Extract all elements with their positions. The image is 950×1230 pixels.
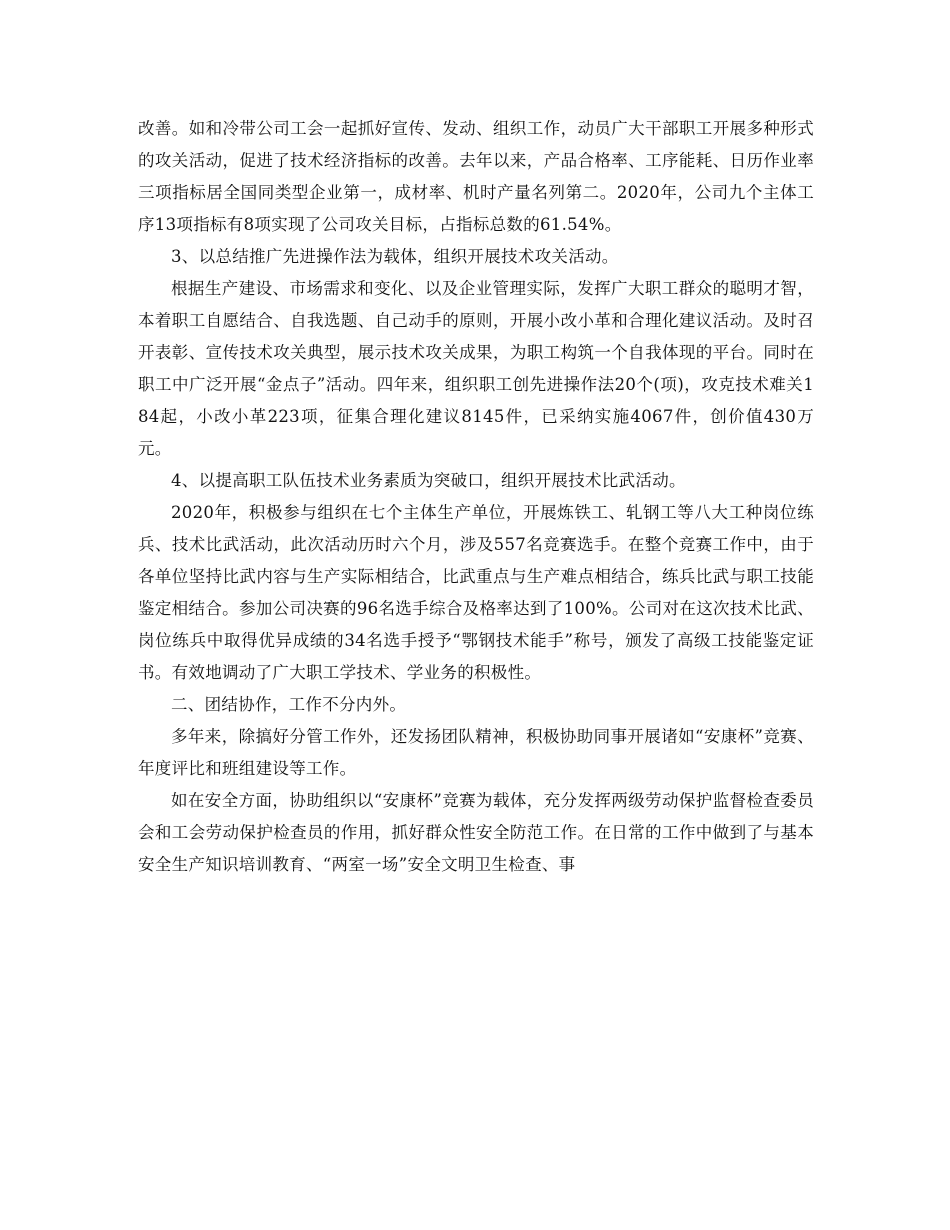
paragraph-4: 4、以提高职工队伍技术业务素质为突破口，组织开展技术比武活动。 [171, 471, 686, 490]
paragraph-2: 3、以总结推广先进操作法为载体，组织开展技术攻关活动。 [171, 247, 619, 266]
paragraph-7: 多年来，除搞好分管工作外，还发扬团队精神，积极协助同事开展诸如“安康杯”竞赛、年度评比和班组建设等工作。 [138, 727, 814, 778]
document-page [138, 113, 814, 881]
paragraph-5: 2020年，积极参与组织在七个主体生产单位，开展炼铁工、轧钢工等八大工种岗位练兵、技术比武活动，此次活动历时六个月，涉及557名竞赛选手。在整个竞赛工作中，由于各单位坚持比武内容与生产实际相结合，比武重点与生产难点相结合，练兵比武与职工技能鉴定相结合。参加公司决赛的96名选手综合及格率达到了100%。公司对在这次技术比武、岗位练兵中取得优异成绩的34名选手授予“鄂钢技术能手”称号，颁发了高级工技能鉴定证书。有效地调动了广大职工学技术、学业务的积极性。 [138, 503, 814, 682]
paragraph-1: 改善。如和冷带公司工会一起抓好宣传、发动、组织工作，动员广大干部职工开展多种形式的攻关活动，促进了技术经济指标的改善。去年以来，产品合格率、工序能耗、日历作业率三项指标居全国同类型企业第一，成材率、机时产量名列第二。2020年，公司九个主体工序13项指标有8项实现了公司攻关目标，占指标总数的61.54%。 [138, 119, 814, 234]
paragraph-3: 根据生产建设、市场需求和变化、以及企业管理实际，发挥广大职工群众的聪明才智，本着职工自愿结合、自我选题、自己动手的原则，开展小改小革和合理化建议活动。及时召开表彰、宣传技术攻关典型，展示技术攻关成果，为职工构筑一个自我体现的平台。同时在职工中广泛开展“金点子”活动。四年来，组织职工创先进操作法20个(项)，攻克技术难关184起，小改小革223项，征集合理化建议8145件，已采纳实施4067件，创价值430万元。 [138, 279, 814, 458]
paragraph-8: 如在安全方面，协助组织以“安康杯”竞赛为载体，充分发挥两级劳动保护监督检查委员会和工会劳动保护检查员的作用，抓好群众性安全防范工作。在日常的工作中做到了与基本安全生产知识培训教育、“两室一场”安全文明卫生检查、事 [138, 791, 814, 874]
paragraph-6: 二、团结协作，工作不分内外。 [171, 695, 407, 714]
